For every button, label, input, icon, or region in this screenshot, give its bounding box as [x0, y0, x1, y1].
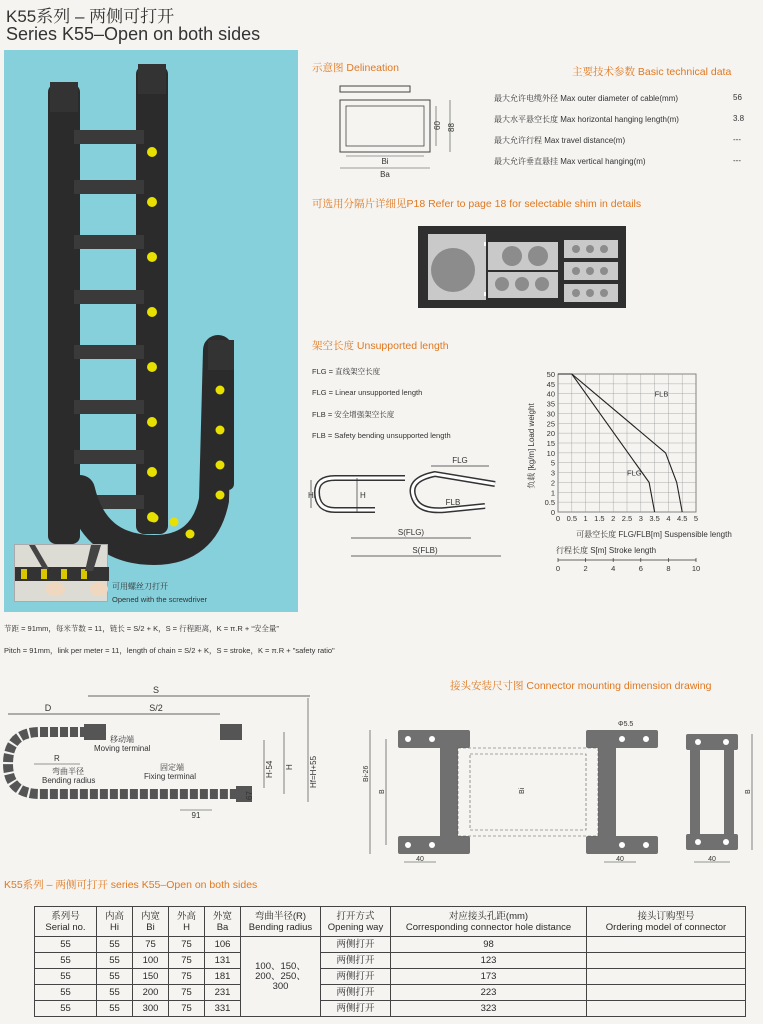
cell: 231	[205, 985, 241, 1001]
dim-hf: Hf=H+55	[309, 755, 318, 788]
chart-x-tick: 0.5	[566, 514, 578, 523]
cell: 55	[97, 937, 133, 953]
chain-rivet-dot	[216, 491, 225, 500]
chain-crossbar	[74, 345, 144, 359]
chart-x2-tick: 6	[638, 564, 643, 573]
column-header: 打开方式 Opening way	[321, 907, 391, 937]
chain-rivet-dot	[216, 426, 225, 435]
cell: 75	[169, 953, 205, 969]
legend-line: FLB = Safety bending unsupported length	[312, 431, 451, 440]
table-row	[35, 953, 746, 969]
dim-67: 67	[245, 791, 254, 800]
column-header: 内宽 Bi	[133, 907, 169, 937]
chain-rivet-dot	[147, 417, 157, 427]
pitch-note-cn: 节距 = 91mm，每米节数 = 11，链长 = S/2 + K，S = 行程距离，K = π.R + “安全量”	[4, 624, 279, 633]
cell: 55	[97, 985, 133, 1001]
chart-y-tick: 25	[546, 419, 555, 429]
table-caption: K55系列 – 两侧可打开 series K55–Open on both sides	[4, 879, 258, 891]
connector-mounting-drawing	[360, 712, 760, 872]
dim-phi: Φ5.5	[618, 721, 634, 728]
unsupported-heading: 架空长度 Unsupported length	[312, 340, 449, 352]
cell: 75	[169, 937, 205, 953]
tech-row-value: 3.8	[733, 114, 745, 123]
pitch-note-en: Pitch = 91mm，link per meter = 11，length of chain = S/2 + K，S = stroke，K = π.R + "safety ratio"	[4, 646, 335, 655]
cell: 两侧打开	[321, 969, 391, 985]
tech-row-label: 最大允许电缆外径 Max outer diameter of cable(mm)	[494, 94, 679, 103]
legend-line: FLB = 安全增强架空长度	[312, 410, 395, 419]
cell: 75	[169, 985, 205, 1001]
chart-xlabel: 可悬空长度 FLG/FLB[m] Suspensible length	[576, 530, 732, 539]
legend-line: FLG = 直线架空长度	[312, 367, 381, 376]
column-header: 弯曲半径(R) Bending radius	[241, 907, 321, 937]
dim-d: D	[44, 703, 52, 713]
cell: 106	[205, 937, 241, 953]
cell: 55	[35, 1001, 97, 1017]
table-header-row	[35, 907, 746, 937]
cell: 55	[35, 969, 97, 985]
chart-x-tick: 2	[611, 514, 616, 523]
chart-x2-tick: 10	[691, 564, 701, 573]
cell	[587, 969, 746, 985]
bending-radius-en: Bending radius	[42, 776, 96, 785]
cell: 75	[169, 1001, 205, 1017]
connector-heading: 接头安装尺寸图 Connector mounting dimension drawing	[450, 680, 712, 692]
moving-terminal-en: Moving terminal	[94, 744, 151, 753]
cell	[587, 985, 746, 1001]
dim-b: B	[379, 789, 386, 794]
shim-heading: 可选用分隔片详细见P18 Refer to page 18 for selectable shim in details	[312, 198, 642, 210]
chart-y-tick: 0.5	[544, 498, 555, 508]
chart-x2-tick: 2	[583, 564, 588, 573]
chain-rivet-dot	[216, 386, 225, 395]
drag-chain-illustration	[4, 50, 298, 612]
chain-crossbar	[74, 180, 144, 194]
chain-crossbar	[74, 450, 144, 464]
cell: 两侧打开	[321, 937, 391, 953]
chain-rivet-dot	[147, 307, 157, 317]
chart-y-tick: 2	[550, 478, 555, 488]
dim-b-right: B	[745, 789, 752, 794]
chart-y-tick: 10	[546, 448, 555, 458]
load-weight-chart	[510, 364, 760, 584]
cell: 55	[35, 953, 97, 969]
fixing-terminal-en: Fixing terminal	[144, 772, 197, 781]
chart-xlabel2: 行程长度 S[m] Stroke length	[555, 546, 657, 555]
chain-crossbar	[74, 130, 144, 144]
chart-series-label: FLG	[627, 468, 642, 478]
chart-series-label: FLB	[654, 389, 669, 399]
cell	[587, 953, 746, 969]
chain-side-plate	[48, 84, 80, 544]
chain-rivet-dot	[186, 530, 195, 539]
fixing-terminal-cn: 固定端	[160, 763, 184, 772]
chart-x-tick: 3	[638, 514, 643, 523]
chart-x-tick: 1.5	[594, 514, 605, 523]
cell: 98	[391, 937, 587, 953]
chart-x2-tick: 0	[555, 564, 561, 573]
chain-crossbar	[74, 235, 144, 249]
chart-y-tick: 15	[546, 439, 555, 448]
chain-rivet-dot	[147, 467, 157, 477]
delineation-drawing	[336, 86, 466, 180]
bending-radius-cn: 弯曲半径	[52, 767, 84, 776]
cell: 55	[97, 1001, 133, 1017]
cell: 123	[391, 953, 587, 969]
chain-end-bracket	[138, 64, 166, 94]
dim-s: S	[152, 685, 160, 695]
chart-y-tick: 3	[550, 468, 555, 478]
chart-y-tick: 20	[546, 429, 555, 439]
chart-x2-tick: 4	[611, 564, 616, 573]
dim-60: 60	[433, 121, 442, 130]
chart-x-tick: 4.5	[676, 514, 688, 523]
chain-end-bracket	[50, 82, 78, 112]
table-row	[35, 969, 746, 985]
chart-x-tick: 0	[555, 514, 561, 523]
column-header: 外高 H	[169, 907, 205, 937]
chart-y-tick: 50	[546, 370, 555, 379]
label-sflb: S(FLB)	[412, 546, 438, 555]
column-header: 内高 Hi	[97, 907, 133, 937]
chain-rivet-dot	[147, 252, 157, 262]
chart-x-tick: 1	[583, 514, 588, 523]
chart-y-tick: 45	[546, 379, 555, 389]
cell	[587, 937, 746, 953]
spec-table	[34, 906, 746, 1017]
moving-terminal-cn: 移动端	[110, 735, 134, 744]
unsupported-length-diagram	[305, 450, 505, 570]
chain-rivet-dot	[216, 461, 225, 470]
label-hi: Hi	[308, 491, 316, 500]
chart-y-tick: 30	[546, 409, 555, 419]
label-flb: FLB	[445, 498, 461, 507]
chain-rivet-dot	[147, 197, 157, 207]
tech-row-label: 最大允许垂直悬挂 Max vertical hanging(m)	[494, 157, 646, 166]
cell: 两侧打开	[321, 985, 391, 1001]
dim-s2: S/2	[149, 703, 163, 713]
column-header: 系列号 Serial no.	[35, 907, 97, 937]
tech-row-value: ---	[733, 156, 741, 165]
label-r: R	[54, 754, 60, 763]
tech-heading: 主要技术参数 Basic technical data	[572, 66, 732, 78]
chain-rivet-dot	[147, 147, 157, 157]
legend-line: FLG = Linear unsupported length	[312, 388, 423, 397]
screwdriver-icon	[15, 545, 109, 603]
chain-rivet-dot	[147, 362, 157, 372]
dim-40: 40	[616, 856, 624, 863]
delineation-heading: 示意图 Delineation	[312, 62, 399, 74]
dim-bi26: Bi-26	[363, 765, 370, 782]
table-row	[35, 1001, 746, 1017]
cell: 181	[205, 969, 241, 985]
dim-bi: Bi	[519, 787, 526, 794]
chart-x2-tick: 8	[666, 564, 671, 573]
chart-ylabel: 负载 [kg/m] Load weight	[527, 403, 536, 489]
cell: 55	[97, 953, 133, 969]
chart-x-tick: 5	[693, 514, 699, 523]
cell: 173	[391, 969, 587, 985]
cell: 131	[205, 953, 241, 969]
bending-radius-cell: 100、150、 200、250、 300	[241, 937, 321, 1017]
page-title-en: Series K55–Open on both sides	[6, 24, 261, 44]
table-row	[35, 985, 746, 1001]
chain-installation-drawing	[0, 684, 330, 830]
label-flg: FLG	[452, 456, 468, 465]
chain-crossbar	[74, 290, 144, 304]
page-title-cn: K55系列 – 两侧可打开	[6, 7, 175, 26]
column-header: 接头订购型号 Ordering model of connector	[587, 907, 746, 937]
cell: 100	[133, 953, 169, 969]
cell: 200	[133, 985, 169, 1001]
dim-h: H	[285, 764, 294, 770]
photo-caption-en: Opened with the screwdriver	[112, 595, 208, 604]
chart-y-tick: 35	[546, 399, 555, 409]
chain-crossbar	[74, 400, 144, 414]
chart-x-tick: 4	[666, 514, 671, 523]
dim-ba: Ba	[380, 170, 390, 179]
tech-row-label: 最大允许行程 Max travel distance(m)	[494, 136, 626, 145]
chart-y-tick: 40	[546, 389, 555, 399]
cell	[587, 1001, 746, 1017]
dim-91: 91	[191, 811, 201, 820]
chain-rivet-dot	[150, 514, 159, 523]
cell: 55	[35, 985, 97, 1001]
tech-row-label: 最大水平悬空长度 Max horizontal hanging length(m)	[494, 115, 679, 124]
chart-x-tick: 3.5	[649, 514, 660, 523]
dim-40: 40	[708, 856, 716, 863]
chain-end-bracket	[208, 340, 234, 370]
label-h: H	[360, 491, 366, 500]
table-row	[35, 937, 746, 953]
cell: 两侧打开	[321, 1001, 391, 1017]
chart-y-tick: 1	[550, 488, 555, 498]
cell: 75	[169, 969, 205, 985]
cell: 75	[133, 937, 169, 953]
column-header: 对应接头孔距(mm) Corresponding connector hole distance	[391, 907, 587, 937]
cell: 55	[97, 969, 133, 985]
chart-y-tick: 0	[550, 508, 555, 517]
dim-40: 40	[416, 856, 424, 863]
tech-row-value: ---	[733, 135, 741, 144]
cell: 55	[35, 937, 97, 953]
photo-caption-cn: 可用螺丝刀打开	[112, 582, 168, 591]
label-sflg: S(FLG)	[397, 528, 425, 537]
chart-y-tick: 5	[550, 458, 555, 468]
cell: 223	[391, 985, 587, 1001]
chart-x-tick: 2.5	[621, 514, 633, 523]
cell: 323	[391, 1001, 587, 1017]
cell: 两侧打开	[321, 953, 391, 969]
column-header: 外宽 Ba	[205, 907, 241, 937]
cell: 150	[133, 969, 169, 985]
tech-row-value: 56	[733, 93, 742, 102]
shim-cross-section	[418, 226, 626, 308]
product-photo	[4, 50, 298, 612]
cell: 331	[205, 1001, 241, 1017]
screwdriver-inset-photo	[14, 544, 108, 602]
chain-rivet-dot	[170, 518, 179, 527]
dim-h54: H-54	[265, 760, 274, 778]
dim-bi: Bi	[381, 157, 389, 166]
dim-88: 88	[447, 123, 456, 132]
cell: 300	[133, 1001, 169, 1017]
